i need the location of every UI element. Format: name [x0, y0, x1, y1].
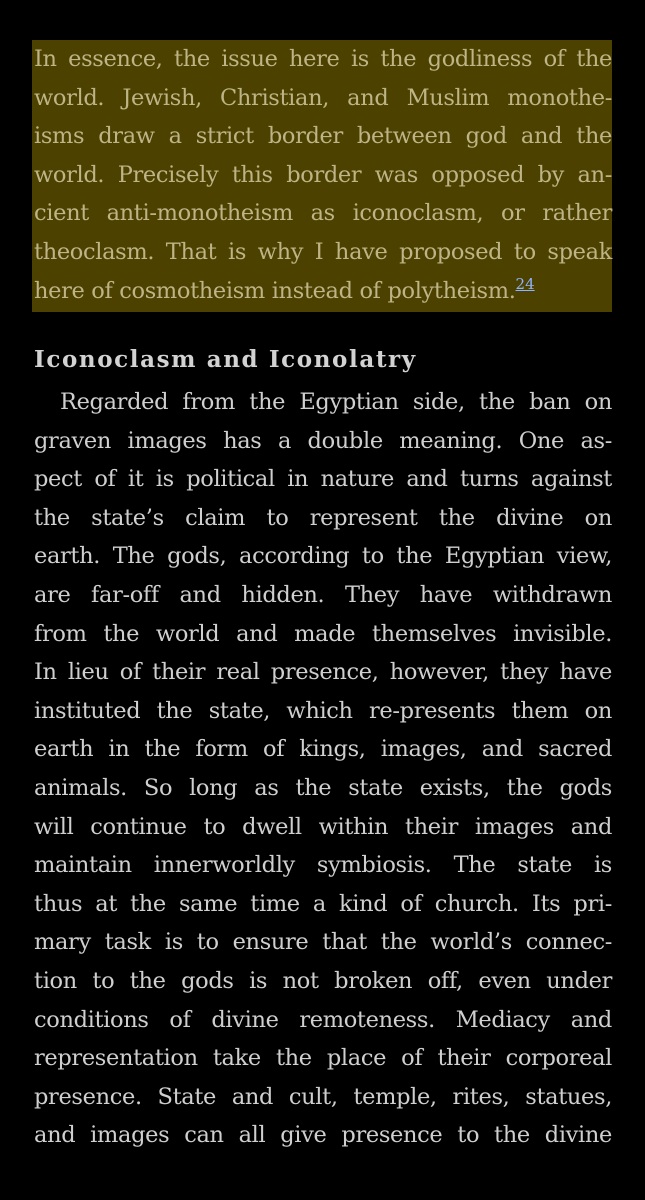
body-line: and images can all give presence to the divine: [34, 1122, 612, 1149]
body-line: Regarded from the Egyptian side, the ban on: [60, 389, 612, 415]
passage-line: isms draw a strict border between god and the: [34, 123, 612, 150]
body-line: pect of it is political in nature and turns against: [34, 466, 612, 493]
body-line: the state’s claim to represent the divine on: [34, 504, 612, 531]
body-line: maintain innerworldly symbiosis. The state is: [34, 852, 612, 879]
passage-last-line: [34, 272, 612, 311]
body-line: conditions of divine remoteness. Mediacy and: [34, 1006, 612, 1033]
body-line: presence. State and cult, temple, rites, statues,: [34, 1083, 612, 1110]
body-line: thus at the same time a kind of church. Its pri-: [34, 890, 612, 917]
passage-line: theoclasm. That is why I have proposed to speak: [34, 238, 612, 265]
body-line: tion to the gods is not broken off, even under: [34, 967, 612, 994]
body-line: from the world and made themselves invisible.: [34, 620, 612, 647]
passage-line-text: here of cosmotheism instead of polytheism.: [34, 277, 516, 304]
body-line: are far-off and hidden. They have withdrawn: [34, 581, 612, 608]
highlighted-passage[interactable]: [34, 40, 612, 310]
body-line: earth in the form of kings, images, and sacred: [34, 736, 612, 763]
section-heading: Iconoclasm and Iconolatry: [34, 346, 417, 373]
body-paragraph: [34, 383, 612, 1155]
body-line: In lieu of their real presence, however, they have: [34, 659, 612, 686]
passage-line: cient anti-monotheism as iconoclasm, or rather: [34, 200, 612, 227]
body-line: mary task is to ensure that the world’s connec-: [34, 929, 612, 956]
body-line: instituted the state, which re-presents them on: [34, 697, 612, 724]
passage-line: world. Precisely this border was opposed by an-: [34, 161, 612, 188]
passage-line: In essence, the issue here is the godliness of the: [34, 46, 612, 72]
body-line: animals. So long as the state exists, the gods: [34, 774, 612, 801]
body-line: will continue to dwell within their images and: [34, 813, 612, 840]
body-line: graven images has a double meaning. One as-: [34, 427, 612, 454]
body-line: representation take the place of their corporeal: [34, 1045, 612, 1072]
passage-line: world. Jewish, Christian, and Muslim monothe-: [34, 84, 612, 111]
body-line: earth. The gods, according to the Egyptian view,: [34, 543, 612, 570]
footnote-link[interactable]: 24: [515, 274, 535, 293]
